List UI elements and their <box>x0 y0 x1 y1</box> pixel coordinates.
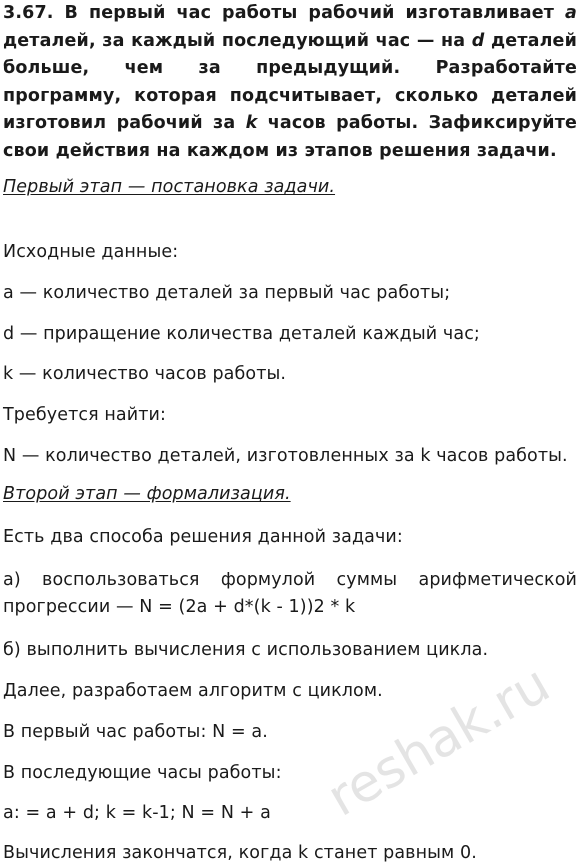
input-k: k — количество часов работы. <box>3 364 287 384</box>
option-b: б) выполнить вычисления с использованием цикла. <box>3 640 489 660</box>
output-n: N — количество деталей, изготовленных за k часов работы. <box>3 446 568 466</box>
stage2-intro: Есть два способа решения данной задачи: <box>3 527 403 547</box>
next-hours: В последующие часы работы: <box>3 763 282 783</box>
end-condition: Вычисления закончатся, когда k станет равным 0. <box>3 843 477 863</box>
input-d: d — приращение количества деталей каждый час; <box>3 324 480 344</box>
algorithm-intro: Далее, разработаем алгоритм с циклом. <box>3 681 383 701</box>
loop-body: a: = a + d; k = k-1; N = N + a <box>3 803 271 823</box>
stage1-heading: Первый этап — постановка задачи. <box>3 177 336 197</box>
stage2-heading: Второй этап — формализация. <box>3 484 291 504</box>
input-label: Исходные данные: <box>3 242 179 262</box>
first-hour: В первый час работы: N = a. <box>3 722 268 742</box>
problem-statement <box>3 0 577 166</box>
output-label: Требуется найти: <box>3 405 166 425</box>
input-a: a — количество деталей за первый час работы; <box>3 283 451 303</box>
option-a: а) воспользоваться формулой суммы арифметической прогрессии — N = (2a + d*(k - 1))2 * k <box>3 570 577 617</box>
problem-number: 3.67. <box>3 3 54 23</box>
watermark-text: reshak.ru <box>317 654 560 829</box>
problem-text: В первый час работы рабочий изготавливает a деталей, за каждый последующий час — на d деталей больше, чем за предыдущий. Разработайте программу, которая подсчитывает, сколько деталей изготовил рабочий за k часов работы. Зафиксируйте свои действия на каждом из этапов решения задачи. <box>3 3 578 161</box>
